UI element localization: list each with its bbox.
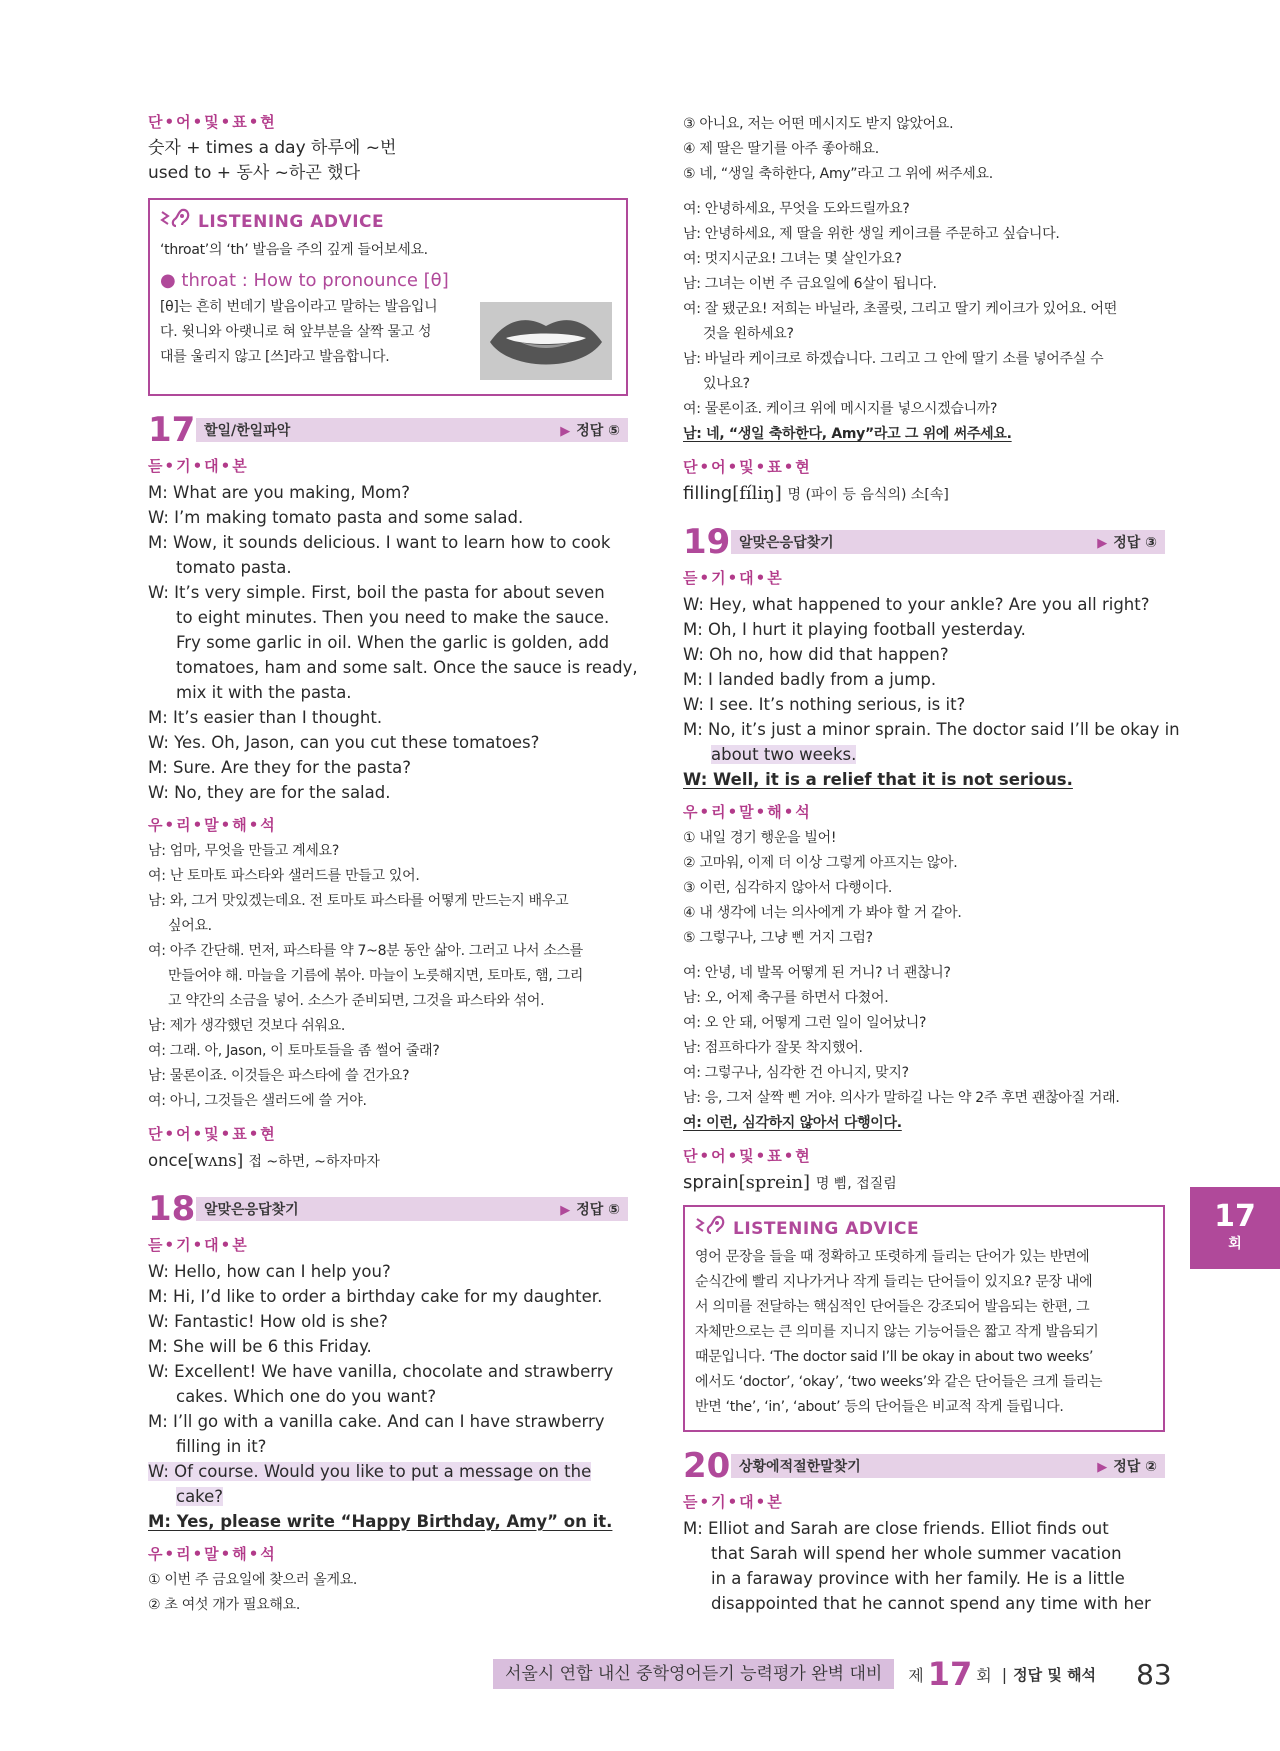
translation-line: 여: 안녕, 네 발목 어떻게 된 거니? 너 괜찮니?: [683, 965, 951, 981]
translation-line: 남: 점프하다가 잘못 착지했어.: [683, 1040, 863, 1056]
choice-line: ⑤ 그렇구나, 그냥 삔 거지 그럼?: [683, 930, 873, 946]
chapter-tab-number: 17: [1214, 1199, 1256, 1234]
script-line: M: No, it’s just a minor sprain. The doctor said I’ll be okay in: [683, 720, 1180, 739]
translation-line: 싶어요.: [168, 918, 212, 934]
choice-line: ④ 제 딸은 딸기를 아주 좋아해요.: [683, 141, 879, 157]
page-number: 83: [1136, 1657, 1172, 1691]
advice-body-line: 서 의미를 전달하는 핵심적인 단어들은 강조되어 발음되는 한편, 그: [695, 1299, 1090, 1315]
script-title: 듣•기•대•본: [148, 1236, 249, 1254]
script-line: M: Hi, I’d like to order a birthday cake for my daughter.: [148, 1287, 603, 1306]
advice-body-line: 대를 울리지 않고 [쓰]라고 발음합니다.: [160, 349, 390, 365]
translation-line: 여: 난 토마토 파스타와 샐러드를 만들고 있어.: [148, 868, 420, 884]
vocab-line: 숫자 + times a day 하루에 ~번: [148, 138, 397, 158]
translation-line: 고 약간의 소금을 넣어. 소스가 준비되면, 그것을 파스타와 섞어.: [168, 993, 545, 1009]
script-title: 듣•기•대•본: [148, 457, 249, 475]
answer-label: [1097, 532, 1157, 552]
advice-body-line: [θ]는 흔히 번데기 발음이라고 말하는 발음입니: [160, 299, 438, 315]
advice-body-line: 에서도 ‘doctor’, ‘okay’, ‘two weeks’와 같은 단어들은 크게 들리는: [695, 1374, 1103, 1390]
highlighted-text: about two weeks.: [711, 745, 857, 764]
vocab-title: 단•어•및•표•현: [148, 1125, 277, 1143]
choice-line: ① 이번 주 금요일에 찾으러 올게요.: [148, 1572, 358, 1588]
advice-subtitle: ● throat : How to pronounce [θ]: [160, 270, 449, 291]
translation-line: 여: 그래. 아, Jason, 이 토마토들을 좀 썰어 줄래?: [148, 1043, 440, 1059]
script-line: mix it with the pasta.: [176, 683, 352, 702]
script-line: W: Hey, what happened to your ankle? Are you all right?: [683, 595, 1150, 614]
vocab-title: 단•어•및•표•현: [683, 1147, 812, 1165]
question-type: 상황에적절한말찾기: [739, 1459, 861, 1475]
question-19-header: [683, 524, 1165, 560]
translation-line: 여: 그렇구나, 심각한 건 아니지, 맞지?: [683, 1065, 909, 1081]
translation-line: 남: 그녀는 이번 주 금요일에 6살이 됩니다.: [683, 276, 937, 292]
vocab-title: 단•어•및•표•현: [683, 458, 812, 476]
question-bar: [731, 530, 1165, 554]
translation-line: 남: 바닐라 케이크로 하겠습니다. 그리고 그 안에 딸기 소를 넣어주실 수: [683, 351, 1104, 367]
vocab-word: filling: [683, 483, 733, 504]
script-title: 듣•기•대•본: [683, 1493, 784, 1511]
answer-text: 정답 ⑤: [576, 423, 620, 439]
question-bar: [731, 1454, 1165, 1478]
translation-line: 여: 이런, 심각하지 않아서 다행이다.: [683, 1115, 902, 1131]
script-line: in a faraway province with her family. He is a little: [711, 1569, 1125, 1588]
script-title: 듣•기•대•본: [683, 569, 784, 587]
listening-advice-box: [148, 198, 628, 396]
vocab-phonetic: [wʌns]: [187, 1151, 244, 1170]
advice-header: [695, 1213, 1153, 1245]
choice-line: ④ 내 생각에 너는 의사에게 가 봐야 할 거 같아.: [683, 905, 962, 921]
script-line: M: Sure. Are they for the pasta?: [148, 758, 412, 777]
script-line: to eight minutes. Then you need to make the sauce.: [176, 608, 610, 627]
choice-line: ① 내일 경기 행운을 빌어!: [683, 830, 837, 846]
advice-body-line: 때문입니다. ‘The doctor said I’ll be okay in about two weeks’: [695, 1349, 1094, 1365]
triangle-icon: ▶: [560, 424, 571, 439]
translation-line: 여: 아주 간단해. 먼저, 파스타를 약 7~8분 동안 삶아. 그러고 나서 소스를: [148, 943, 583, 959]
answer-text: 정답 ②: [1113, 1459, 1157, 1475]
page-footer: [493, 1654, 1172, 1694]
script-line: [148, 1459, 628, 1484]
script-line: that Sarah will spend her whole summer vacation: [711, 1544, 1122, 1563]
translation-line: 여: 잘 됐군요! 저희는 바닐라, 초콜릿, 그리고 딸기 케이크가 있어요. 어떤: [683, 301, 1117, 317]
mouth-image: [480, 302, 612, 380]
vocab-title: 단•어•및•표•현: [148, 113, 277, 131]
vocab-phonetic: [sprein]: [738, 1172, 811, 1193]
script-line: M: I’ll go with a vanilla cake. And can I have strawberry: [148, 1412, 605, 1431]
vocab-meaning: 명 (파이 등 음식의) 소[속]: [787, 487, 949, 503]
advice-body-line: 반면 ‘the’, ‘in’, ‘about’ 등의 단어들은 비교적 작게 들립니다.: [695, 1399, 1064, 1415]
advice-body-line: 영어 문장을 들을 때 정확하고 또렷하게 들리는 단어가 있는 반면에: [695, 1249, 1090, 1265]
translation-line: 여: 안녕하세요, 무엇을 도와드릴까요?: [683, 201, 910, 217]
chapter-tab-label: 회: [1228, 1236, 1242, 1252]
script-line: W: I’m making tomato pasta and some salad.: [148, 508, 524, 527]
translation-line: 남: 물론이죠. 이것들은 파스타에 쓸 건가요?: [148, 1068, 410, 1084]
advice-header: [160, 206, 616, 238]
ear-icon: [160, 206, 192, 238]
footer-badge: 서울시 연합 내신 중학영어듣기 능력평가 완벽 대비: [493, 1659, 894, 1689]
translation-title: 우•리•말•해•석: [683, 803, 812, 821]
translation-line: 여: 아니, 그것들은 샐러드에 쓸 거야.: [148, 1093, 367, 1109]
script-line: W: Yes. Oh, Jason, can you cut these tomatoes?: [148, 733, 540, 752]
footer-je: 제: [908, 1665, 924, 1685]
script-line: [683, 742, 1165, 767]
script-line: W: Oh no, how did that happen?: [683, 645, 949, 664]
translation-line: 것을 원하세요?: [703, 326, 794, 342]
question-number: 19: [683, 522, 731, 562]
left-column: [148, 112, 638, 1618]
choice-line: ② 초 여섯 개가 필요해요.: [148, 1597, 301, 1613]
translation-line: 만들어야 해. 마늘을 기름에 볶아. 마늘이 노릇해지면, 토마토, 햄, 그리: [168, 968, 584, 984]
highlighted-text: cake?: [176, 1487, 224, 1506]
translation-line: 남: 엄마, 무엇을 만들고 계세요?: [148, 843, 339, 859]
question-number: 17: [148, 410, 196, 450]
question-number: 18: [148, 1189, 196, 1229]
vocab-line: [148, 1148, 628, 1175]
choice-line: ⑤ 네, “생일 축하한다, Amy”라고 그 위에 써주세요.: [683, 166, 993, 182]
vocab-line: [683, 481, 1165, 508]
question-type: 할일/한일파악: [204, 423, 291, 439]
translation-line: 남: 응, 그저 살짝 삔 거야. 의사가 말하길 나는 약 2주 후면 괜찮아질 거래.: [683, 1090, 1120, 1106]
question-number: 20: [683, 1446, 731, 1486]
script-line: cakes. Which one do you want?: [176, 1387, 437, 1406]
footer-number: 17: [927, 1655, 973, 1693]
listening-advice-box-2: [683, 1205, 1165, 1432]
script-line: M: She will be 6 this Friday.: [148, 1337, 372, 1356]
answer-label: [560, 420, 620, 440]
script-line: W: I see. It’s nothing serious, is it?: [683, 695, 966, 714]
script-line: W: Fantastic! How old is she?: [148, 1312, 388, 1331]
translation-line: 여: 오 안 돼, 어떻게 그런 일이 일어났니?: [683, 1015, 927, 1031]
right-column: [683, 112, 1180, 1616]
advice-body-line: 순식간에 빨리 지나가거나 작게 들리는 단어들이 있지요? 문장 내에: [695, 1274, 1093, 1290]
vocab-meaning: 접 ~하면, ~하자마자: [248, 1154, 380, 1170]
footer-section: 정답 및 해석: [1013, 1665, 1097, 1684]
vocab-phonetic: [fíliŋ]: [732, 483, 782, 504]
script-line: W: Excellent! We have vanilla, chocolate and strawberry: [148, 1362, 614, 1381]
triangle-icon: ▶: [560, 1203, 571, 1218]
vocab-word: sprain: [683, 1172, 739, 1193]
translation-line: 남: 오, 어제 축구를 하면서 다쳤어.: [683, 990, 889, 1006]
script-line: W: Well, it is a relief that it is not serious.: [683, 770, 1073, 789]
advice-intro: ‘throat’의 ‘th’ 발음을 주의 깊게 들어보세요.: [160, 242, 428, 258]
translation-line: 남: 와, 그거 맛있겠는데요. 전 토마토 파스타를 어떻게 만드는지 배우고: [148, 893, 569, 909]
question-17-header: [148, 412, 628, 448]
advice-title: LISTENING ADVICE: [733, 1219, 920, 1239]
script-line: filling in it?: [176, 1437, 267, 1456]
advice-body-line: 다. 윗니와 아랫니로 혀 앞부분을 살짝 물고 성: [160, 324, 432, 340]
advice-title: LISTENING ADVICE: [198, 212, 385, 232]
choice-line: ③ 이런, 심각하지 않아서 다행이다.: [683, 880, 893, 896]
script-line: Fry some garlic in oil. When the garlic is golden, add: [176, 633, 610, 652]
highlighted-text: W: Of course. Would you like to put a message on the: [148, 1462, 592, 1481]
translation-line: 여: 물론이죠. 케이크 위에 메시지를 넣으시겠습니까?: [683, 401, 998, 417]
vocab-meaning: 명 삠, 접질림: [815, 1176, 897, 1192]
translation-line: 남: 네, “생일 축하한다, Amy”라고 그 위에 써주세요.: [683, 426, 1012, 442]
vocab-line: [683, 1170, 1165, 1197]
answer-text: 정답 ⑤: [576, 1202, 620, 1218]
question-type: 알맞은응답찾기: [204, 1202, 299, 1218]
question-20-header: [683, 1448, 1165, 1484]
script-line: M: Oh, I hurt it playing football yesterday.: [683, 620, 1026, 639]
ear-icon: [695, 1213, 727, 1245]
choice-line: ② 고마워, 이제 더 이상 그렇게 아프지는 않아.: [683, 855, 958, 871]
answer-text: 정답 ③: [1113, 535, 1157, 551]
translation-line: 남: 안녕하세요, 제 딸을 위한 생일 케이크를 주문하고 싶습니다.: [683, 226, 1060, 242]
question-type: 알맞은응답찾기: [739, 535, 834, 551]
script-line: M: Wow, it sounds delicious. I want to learn how to cook: [148, 533, 611, 552]
translation-line: 남: 제가 생각했던 것보다 쉬워요.: [148, 1018, 346, 1034]
triangle-icon: ▶: [1097, 1460, 1108, 1475]
script-line: M: I landed badly from a jump.: [683, 670, 937, 689]
script-line: M: Elliot and Sarah are close friends. Elliot finds out: [683, 1519, 1109, 1538]
translation-line: 여: 멋지시군요! 그녀는 몇 살인가요?: [683, 251, 902, 267]
script-line: W: It’s very simple. First, boil the pasta for about seven: [148, 583, 605, 602]
translation-line: 있나요?: [703, 376, 750, 392]
script-line: [148, 1484, 628, 1509]
triangle-icon: ▶: [1097, 536, 1108, 551]
choice-line: ③ 아니요, 저는 어떤 메시지도 받지 않았어요.: [683, 116, 954, 132]
script-line: W: No, they are for the salad.: [148, 783, 391, 802]
question-bar: [196, 1197, 628, 1221]
script-line: disappointed that he cannot spend any time with her: [711, 1594, 1151, 1613]
answer-label: [560, 1199, 620, 1219]
vocab-line: used to + 동사 ~하곤 했다: [148, 163, 360, 183]
footer-separator: |: [1001, 1664, 1008, 1684]
vocab-word: once: [148, 1151, 188, 1170]
chapter-tab: [1190, 1187, 1280, 1269]
footer-hoe: 회: [976, 1665, 992, 1685]
advice-body-line: 자체만으로는 큰 의미를 지니지 않는 기능어들은 짧고 작게 발음되기: [695, 1324, 1099, 1340]
script-line: tomato pasta.: [176, 558, 292, 577]
script-line: M: It’s easier than I thought.: [148, 708, 383, 727]
script-line: M: What are you making, Mom?: [148, 483, 411, 502]
question-bar: [196, 418, 628, 442]
answer-label: [1097, 1456, 1157, 1476]
script-line: tomatoes, ham and some salt. Once the sauce is ready,: [176, 658, 638, 677]
question-18-header: [148, 1191, 628, 1227]
translation-title: 우•리•말•해•석: [148, 1545, 277, 1563]
translation-title: 우•리•말•해•석: [148, 816, 277, 834]
script-line: M: Yes, please write “Happy Birthday, Amy” on it.: [148, 1512, 613, 1531]
script-line: W: Hello, how can I help you?: [148, 1262, 391, 1281]
